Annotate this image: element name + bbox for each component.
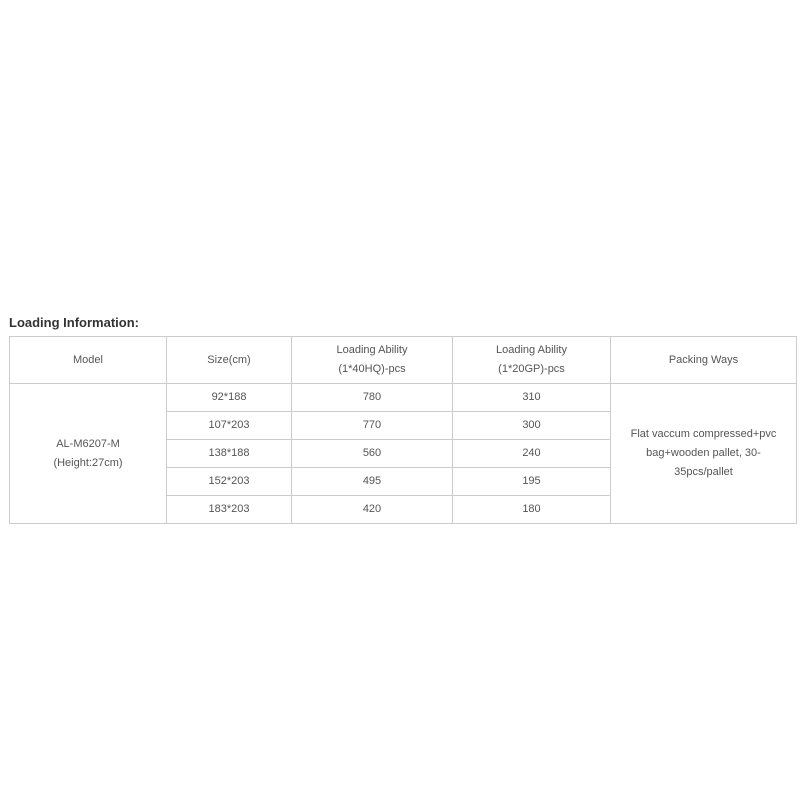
model-cell — [10, 384, 167, 524]
gp-cell: 240 — [453, 440, 611, 468]
header-loading-40hq — [292, 337, 453, 384]
gp-cell: 300 — [453, 412, 611, 440]
size-cell: 92*188 — [167, 384, 292, 412]
hq-cell: 495 — [292, 468, 453, 496]
size-cell: 107*203 — [167, 412, 292, 440]
header-packing-ways: Packing Ways — [611, 337, 797, 384]
table-header-row — [10, 337, 797, 384]
model-height: (Height:27cm) — [53, 456, 123, 469]
hq-cell: 560 — [292, 440, 453, 468]
header-loading-20gp-line2: (1*20GP)-pcs — [498, 363, 565, 375]
header-model: Model — [10, 337, 167, 384]
gp-cell: 180 — [453, 496, 611, 524]
header-loading-20gp — [453, 337, 611, 384]
header-size: Size(cm) — [167, 337, 292, 384]
section-title: Loading Information: — [9, 315, 139, 330]
size-cell: 152*203 — [167, 468, 292, 496]
gp-cell: 310 — [453, 384, 611, 412]
size-cell: 183*203 — [167, 496, 292, 524]
loading-information-table — [9, 336, 797, 524]
header-loading-40hq-line2: (1*40HQ)-pcs — [338, 363, 406, 375]
table-row — [10, 384, 797, 412]
hq-cell: 780 — [292, 384, 453, 412]
hq-cell: 420 — [292, 496, 453, 524]
header-loading-40hq-line1: Loading Ability — [336, 344, 408, 356]
size-cell: 138*188 — [167, 440, 292, 468]
packing-cell — [611, 384, 797, 524]
model-name: AL-M6207-M — [56, 437, 120, 450]
packing-line1: Flat vaccum compressed+pvc — [630, 428, 777, 440]
header-loading-20gp-line1: Loading Ability — [496, 344, 567, 356]
packing-line3: 35pcs/pallet — [674, 466, 733, 478]
hq-cell: 770 — [292, 412, 453, 440]
packing-line2: bag+wooden pallet, 30- — [646, 447, 761, 459]
gp-cell: 195 — [453, 468, 611, 496]
